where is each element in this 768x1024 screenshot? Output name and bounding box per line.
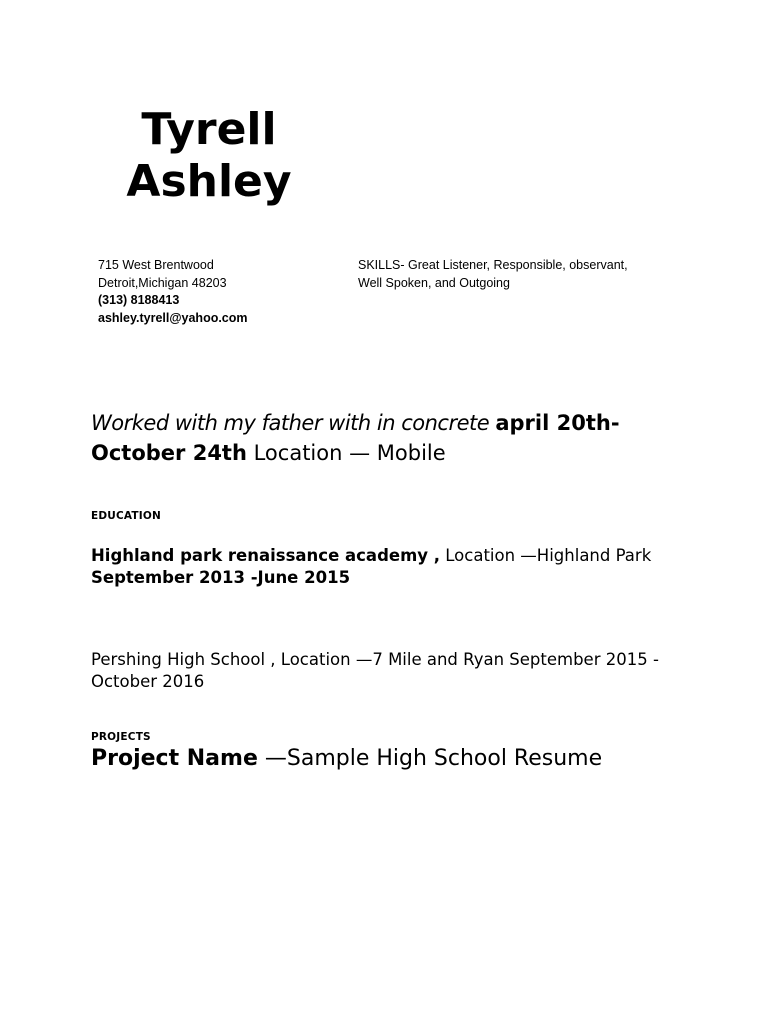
- phone-number: (313) 8188413: [98, 293, 180, 307]
- school-1-location: Location —Highland Park: [440, 546, 652, 565]
- experience-description: Worked with my father with in concrete: [91, 411, 496, 435]
- project-name-label: Project Name: [91, 746, 258, 771]
- experience-end-date: October 24th: [91, 441, 247, 465]
- city-state-zip: Detroit,Michigan 48203: [98, 275, 227, 290]
- first-name: Tyrell: [141, 104, 277, 155]
- education-heading: EDUCATION: [91, 510, 162, 522]
- project-name-value: —Sample High School Resume: [257, 746, 603, 771]
- projects-heading: PROJECTS: [91, 731, 151, 743]
- education-entry-1: [91, 545, 671, 589]
- education-entry-2: Pershing High School , Location —7 Mile and Ryan September 2015 - October 2016: [91, 650, 659, 691]
- candidate-name: [123, 104, 295, 208]
- skills-line-1: SKILLS- Great Listener, Responsible, observant,: [358, 258, 628, 272]
- last-name: Ashley: [126, 156, 292, 207]
- school-1-name: Highland park renaissance academy ,: [91, 546, 441, 565]
- contact-block: [98, 257, 338, 327]
- experience-start-date: april 20th-: [495, 411, 620, 435]
- street-address: 715 West Brentwood: [98, 258, 214, 272]
- email-address: ashley.tyrell@yahoo.com: [98, 310, 248, 325]
- experience-location: Location — Mobile: [246, 441, 446, 465]
- skills-block: [358, 257, 658, 292]
- skills-line-2: Well Spoken, and Outgoing: [358, 275, 510, 290]
- school-1-dates: September 2013 -June 2015: [91, 568, 351, 587]
- project-entry: [91, 744, 691, 774]
- experience-entry: [91, 408, 651, 468]
